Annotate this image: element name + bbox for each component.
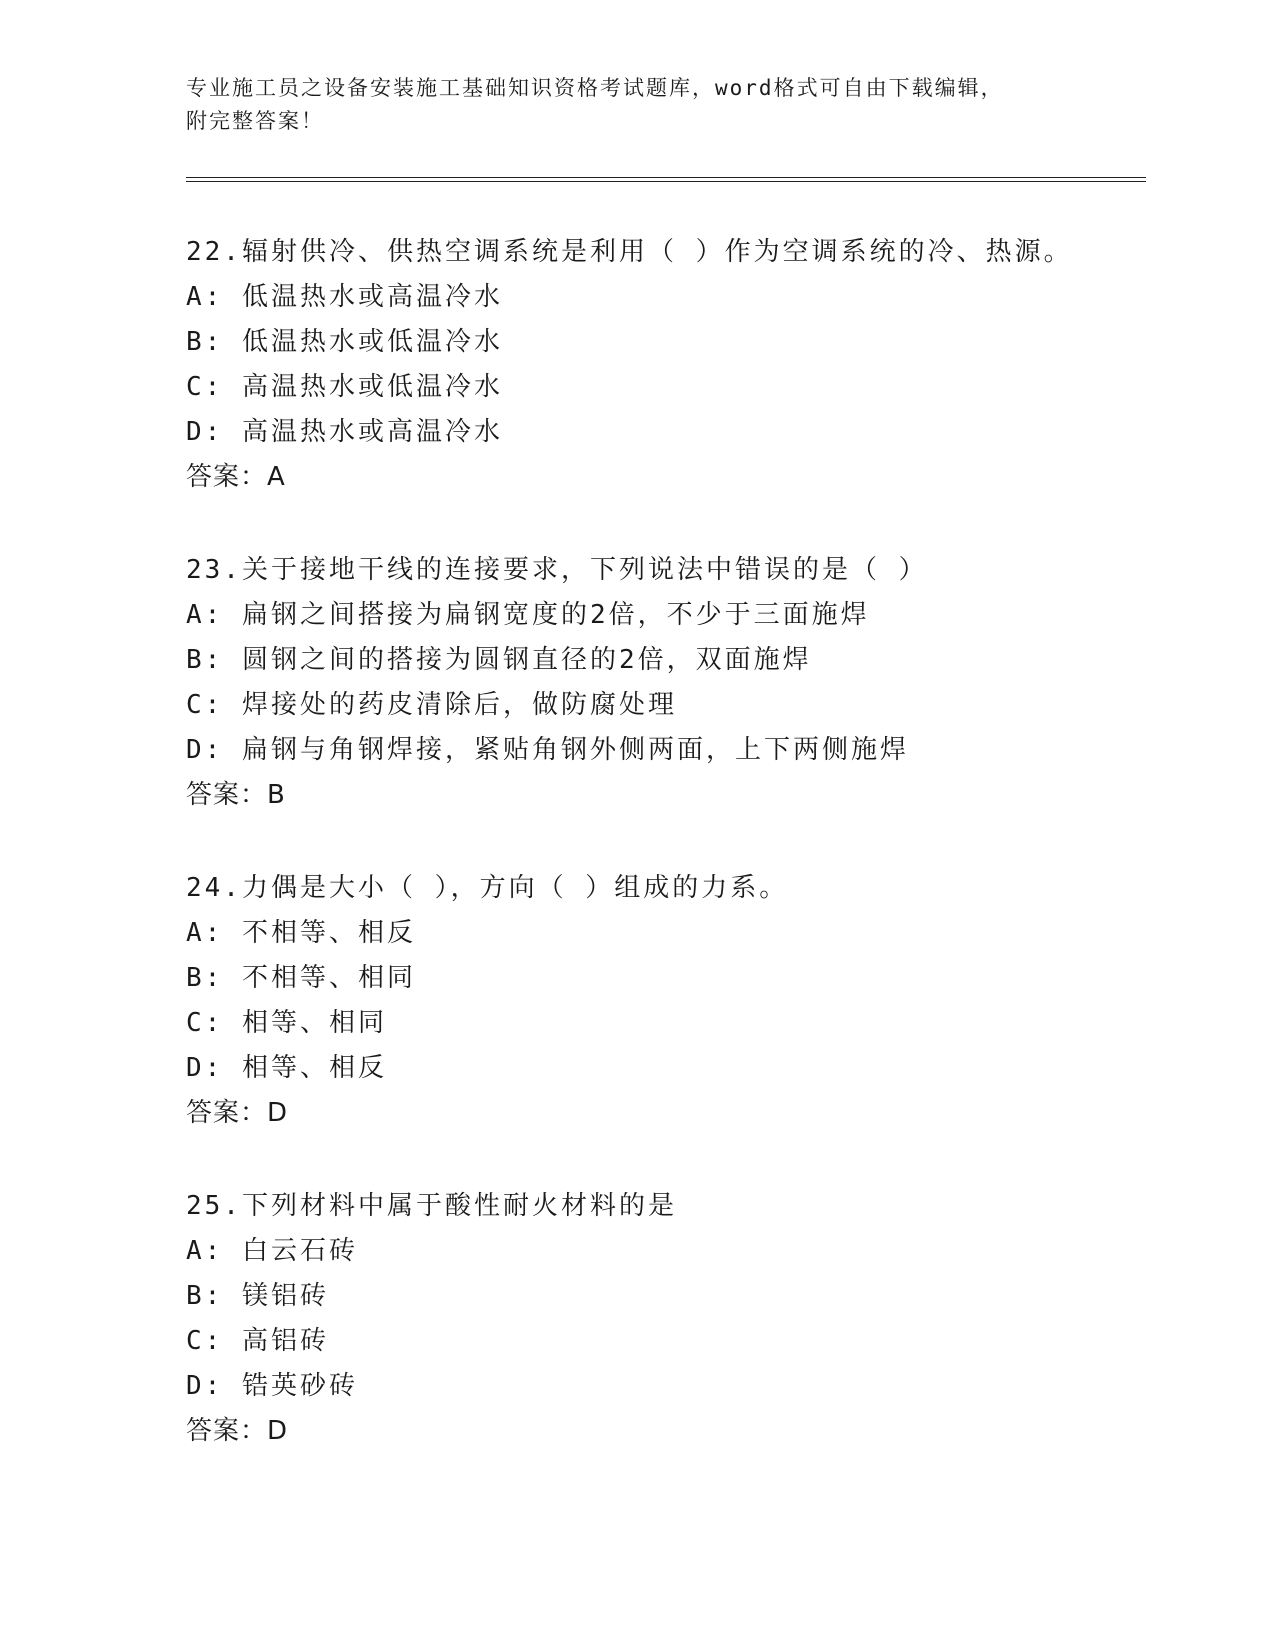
header-title-line: 专业施工员之设备安装施工基础知识资格考试题库，word格式可自由下载编辑， [186, 76, 1004, 100]
option-b: B: 圆钢之间的搭接为圆钢直径的2倍，双面施焊 [186, 645, 812, 675]
option-a: A: 不相等、相反 [186, 918, 416, 948]
answer-line: 答案：D [186, 1098, 289, 1128]
question-stem: 22.辐射供冷、供热空调系统是利用（ ）作为空调系统的冷、热源。 [186, 237, 1073, 267]
option-a: A: 白云石砖 [186, 1236, 358, 1266]
question-25 [186, 1184, 1146, 1454]
question-24 [186, 866, 1146, 1136]
header-divider-bottom [186, 181, 1146, 182]
option-a: A: 扁钢之间搭接为扁钢宽度的2倍，不少于三面施焊 [186, 600, 870, 630]
option-d: D: 相等、相反 [186, 1053, 387, 1083]
header-divider-top [186, 177, 1146, 178]
answer-line: 答案：D [186, 1416, 289, 1446]
option-b: B: 不相等、相同 [186, 963, 416, 993]
question-stem: 24.力偶是大小（ ），方向（ ）组成的力系。 [186, 873, 789, 903]
option-b: B: 镁铝砖 [186, 1281, 329, 1311]
option-d: D: 扁钢与角钢焊接，紧贴角钢外侧两面，上下两侧施焊 [186, 735, 909, 765]
option-c: C: 相等、相同 [186, 1008, 387, 1038]
option-a: A: 低温热水或高温冷水 [186, 282, 503, 312]
question-stem: 25.下列材料中属于酸性耐火材料的是 [186, 1191, 677, 1221]
option-d: D: 锆英砂砖 [186, 1371, 358, 1401]
question-22 [186, 230, 1146, 500]
question-23 [186, 548, 1146, 818]
option-c: C: 高温热水或低温冷水 [186, 372, 503, 402]
header-title-line-continued: 附完整答案！ [186, 109, 324, 133]
question-stem: 23.关于接地干线的连接要求，下列说法中错误的是（ ） [186, 555, 928, 585]
answer-line: 答案：A [186, 462, 286, 492]
option-d: D: 高温热水或高温冷水 [186, 417, 503, 447]
answer-line: 答案：B [186, 780, 286, 810]
option-c: C: 焊接处的药皮清除后，做防腐处理 [186, 690, 677, 720]
option-c: C: 高铝砖 [186, 1326, 329, 1356]
option-b: B: 低温热水或低温冷水 [186, 327, 503, 357]
document-header [186, 72, 1086, 138]
